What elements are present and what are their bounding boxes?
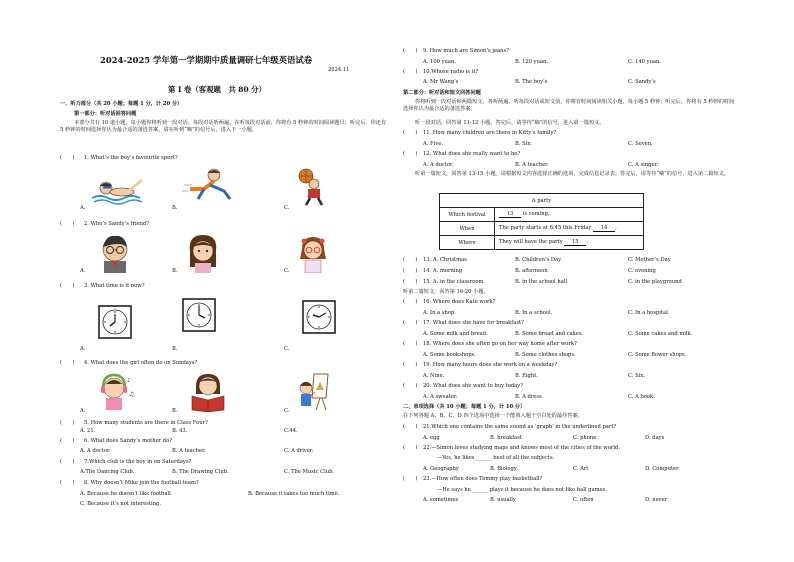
q2-option-a[interactable]: A. — [80, 268, 86, 274]
q18-paren: ( ) — [403, 341, 418, 347]
girl-painting-image — [296, 370, 336, 412]
svg-text:♪: ♪ — [127, 377, 131, 384]
girl-with-long-hair-image — [186, 233, 220, 273]
q20-paren: ( ) — [403, 383, 418, 389]
q22-line2: —Yes, he likes ______ best of all the subjects. — [437, 455, 555, 461]
q22-option-d[interactable]: D. Computer — [645, 466, 679, 472]
q16-paren: ( ) — [403, 299, 418, 305]
q11-paren: ( ) — [403, 130, 418, 136]
q13-paren: ( ) — [403, 257, 418, 263]
q10-option-b[interactable]: B. The boy’s — [515, 79, 548, 85]
q1-paren: ( ) — [60, 155, 75, 161]
blank-14[interactable]: 14 — [593, 225, 615, 232]
q12-option-c[interactable]: C. A singer. — [628, 162, 659, 168]
q2-stem: 2. Who’s Sandy’s friend? — [84, 221, 150, 227]
exam-title: 2024-2025 学年第一学期期中质量调研七年级英语试卷 — [100, 55, 313, 65]
q3-option-b[interactable]: B. — [172, 346, 178, 352]
q19-option-a[interactable]: A. Nine. — [423, 373, 445, 379]
q10-option-a[interactable]: A. Mr Wang’s — [423, 79, 459, 85]
q3-option-a[interactable]: A. — [80, 346, 86, 352]
q21-option-a[interactable]: A. egg — [423, 435, 440, 441]
party-row-festival — [495, 208, 644, 222]
girl-reading-image — [188, 372, 228, 412]
q1-stem: 1. What’s the boy’s favourite sport? — [84, 155, 178, 161]
q4-option-a[interactable]: A. — [80, 408, 86, 414]
q17-option-a[interactable]: A. Some milk and bread. — [423, 331, 488, 337]
q6-option-c[interactable]: C. A driver. — [284, 448, 314, 454]
party-row-festival-post: is coming. — [522, 211, 550, 217]
q17-paren: ( ) — [403, 320, 418, 326]
girl-listening-music-image — [96, 372, 136, 412]
party-info-table — [439, 193, 644, 250]
clock-b-image — [182, 298, 216, 332]
blank-13[interactable]: 13 — [499, 211, 521, 218]
q18-option-b[interactable]: B. Some clothes shops. — [515, 352, 576, 358]
q19-paren: ( ) — [403, 362, 418, 368]
q11-option-c[interactable]: C. Seven. — [628, 141, 653, 147]
q20-stem: 20. What does she want to buy today? — [423, 383, 523, 389]
q22-option-a[interactable]: A. Geography — [423, 466, 459, 472]
q2-option-b[interactable]: B. — [172, 268, 178, 274]
q12-stem: 12. What does she really want to be? — [423, 151, 521, 157]
q16-option-a[interactable]: A. In a shop. — [423, 310, 456, 316]
q9-option-a[interactable]: A. 100 yuan. — [423, 59, 456, 65]
q23-option-c[interactable]: C. often — [573, 497, 594, 503]
q8-paren: ( ) — [60, 480, 75, 486]
q4-paren: ( ) — [60, 360, 75, 366]
q9-stem: 9. How much are Simon’s jeans? — [423, 48, 509, 54]
q12-paren: ( ) — [403, 151, 418, 157]
q14-option-a[interactable]: 14. A. morning — [423, 268, 463, 274]
q7-paren: ( ) — [60, 459, 75, 465]
q21-stem: 21.Which one contains the same sound as ‘graph’ in the underlined part? — [423, 424, 617, 430]
q20-option-c[interactable]: C. A book. — [628, 394, 655, 400]
q19-stem: 19. How many hours does she work on a weekday? — [423, 362, 558, 368]
q12-option-a[interactable]: A. A doctor. — [423, 162, 454, 168]
q21-option-c[interactable]: C. phone — [573, 435, 597, 441]
q5-paren: ( ) — [60, 420, 75, 426]
q21-option-b[interactable]: B. breakfast — [490, 435, 522, 441]
q11-option-b[interactable]: B. Six. — [515, 141, 532, 147]
q15-option-b[interactable]: B. in the school hall — [515, 279, 568, 285]
q16-stem: 16. Where does Kate work? — [423, 299, 496, 305]
volume-title: 第 I 卷（客观题 共 80 分） — [168, 85, 266, 94]
q1-option-a[interactable]: A. — [80, 205, 86, 211]
q2-paren: ( ) — [60, 221, 75, 227]
q8-option-c[interactable]: C. Because it’s not interesting. — [80, 501, 162, 507]
q10-option-c[interactable]: C. Sandy’s — [628, 79, 656, 85]
q5-option-c[interactable]: C.44. — [284, 428, 298, 434]
q7-stem: 7.Which club is the boy in on Saturdays? — [84, 459, 192, 465]
q23-paren: ( ) — [403, 476, 418, 482]
q3-stem: 3. What time is it now? — [84, 283, 145, 289]
part1-heading: 第一部分：听对话回答问题 — [74, 111, 137, 117]
q8-option-a[interactable]: A. Because he doesn’t like football. — [80, 491, 173, 497]
q15-option-c[interactable]: C. in the playground — [628, 279, 682, 285]
q22-option-b[interactable]: B. Biology — [490, 466, 517, 472]
q1-option-b[interactable]: B. — [172, 205, 178, 211]
q3-option-c[interactable]: C. — [284, 346, 290, 352]
q4-stem: 4. What does the girl often do on Sundays? — [84, 360, 198, 366]
passage2-intro: 听第二篇短文，回答第 16-20 小题。 — [403, 289, 489, 295]
q23-option-a[interactable]: A. sometimes — [423, 497, 459, 503]
q5-stem: 5. How many students are there in Class Four? — [84, 420, 208, 426]
q18-option-a[interactable]: A. Some bookshops. — [423, 352, 476, 358]
q7-option-b[interactable]: B. The Drawing Club. — [172, 469, 229, 475]
party-row-when-label: When — [440, 222, 495, 236]
party-row-when — [495, 222, 644, 236]
q8-stem: 8. Why doesn’t Mike join the football team? — [84, 480, 199, 486]
q2-option-c[interactable]: C. — [284, 268, 290, 274]
q19-option-c[interactable]: C. Six. — [628, 373, 645, 379]
party-row-where-pre: They will have the party — [499, 239, 563, 245]
q15-option-a[interactable]: 15. A. in the classroom — [423, 279, 484, 285]
basketball-player-image — [294, 168, 328, 206]
multiple-choice-heading: 二、单项选择（共 10 小题；每题 1 分，计 10 分） — [403, 404, 526, 410]
q22-option-c[interactable]: C. Art — [573, 466, 589, 472]
q4-option-c[interactable]: C. — [284, 408, 290, 414]
q9-option-c[interactable]: C. 140 yuan. — [628, 59, 661, 65]
blank-15[interactable]: 15 — [564, 239, 586, 246]
svg-text:♫: ♫ — [129, 391, 135, 398]
q10-stem: 10.Whose radio is it? — [423, 69, 479, 75]
q4-option-b[interactable]: B. — [172, 408, 178, 414]
part1-instructions: 本部分共有 10 道小题，每小题你将听到一段对话，每段对话听两遍。在听每段对话前，你将有 5 秒钟的时间阅读题目；听完后，你还有 5 秒钟的时间选择你认为最合适的备选答案。请在听到“嘀”的信号后，进入下一小题。 — [60, 120, 387, 133]
q9-paren: ( ) — [403, 48, 418, 54]
q6-stem: 6. What does Sandy’s mother do? — [84, 438, 173, 444]
listening-heading: 一、听力部分（共 20 小题；每题 1 分，计 20 分） — [60, 101, 183, 107]
q20-option-b[interactable]: B. A dress. — [515, 394, 544, 400]
clock-a-image — [98, 305, 132, 339]
multiple-choice-instructions: 在下列各题 A、B、C、D 四个选项中选择一个能填入题干空白处的最佳答案。 — [403, 413, 583, 419]
exam-date: 2024.11 — [328, 67, 350, 73]
q22-stem: 22.—Simon loves studying maps and knows most of the cities of the world. — [423, 445, 620, 451]
q13-option-c[interactable]: C. Mother’s Day — [628, 257, 671, 263]
q1-option-c[interactable]: C. — [284, 205, 290, 211]
q5-option-a[interactable]: A. 21. — [80, 428, 96, 434]
q21-paren: ( ) — [403, 424, 418, 430]
q18-stem: 18. Where does she often go on her way home after work? — [423, 341, 577, 347]
q16-option-b[interactable]: B. In a school. — [515, 310, 553, 316]
q20-option-a[interactable]: A. A sweater. — [423, 394, 458, 400]
party-row-where-label: Where — [440, 236, 495, 250]
q7-option-a[interactable]: A.The Dancing Club. — [80, 469, 135, 475]
part2-heading: 第二部分：听对话和短文回答问题 — [403, 90, 481, 96]
q15-paren: ( ) — [403, 279, 418, 285]
q7-option-c[interactable]: C. The Music Club. — [284, 469, 335, 475]
boy-with-glasses-image — [98, 233, 132, 273]
q5-option-b[interactable]: B. 43. — [172, 428, 188, 434]
girl-with-glasses-image — [296, 233, 330, 273]
q22-paren: ( ) — [403, 445, 418, 451]
q11-stem: 11. How many children are there in Kitty’s family? — [423, 130, 557, 136]
party-row-where — [495, 236, 644, 250]
q16-option-c[interactable]: C. In a hospital. — [628, 310, 670, 316]
party-row-where-post: . — [586, 239, 588, 245]
q6-option-b[interactable]: B. A teacher. — [172, 448, 206, 454]
q6-paren: ( ) — [60, 438, 75, 444]
dialog-intro: 听一段对话，回答第 11-12 小题。答完后，请等待“嘀”的信号，进入第一篇短文。 — [415, 120, 605, 126]
q3-paren: ( ) — [60, 283, 75, 289]
clock-c-image — [302, 300, 336, 334]
q14-option-c[interactable]: C. evening — [628, 268, 656, 274]
q23-stem: 23.—How often does Tommy play basketball? — [423, 476, 543, 482]
q14-option-b[interactable]: B. afternoon — [515, 268, 548, 274]
q17-stem: 17. What does she have for breakfast? — [423, 320, 524, 326]
party-row-when-post: . — [615, 225, 617, 231]
q23-option-b[interactable]: B. usually — [490, 497, 516, 503]
passage1-intro: 听第一篇短文，回答第 13-15 小题。请根据短文内容选择正确的选项，完成信息记录表。答完后，请等待“嘀”的信号，进入第二篇短文。 — [415, 171, 730, 177]
q17-option-b[interactable]: B. Some bread and cakes. — [515, 331, 584, 337]
q19-option-b[interactable]: B. Eight. — [515, 373, 538, 379]
party-row-when-pre: The party starts at 6:45 this Friday — [499, 225, 592, 231]
q23-line2: —He says he ______ plays it because he does not like ball games. — [437, 487, 607, 493]
q8-option-b[interactable]: B. Because it takes too much time. — [248, 491, 340, 497]
q17-option-c[interactable]: C. Some cakes and milk. — [628, 331, 693, 337]
q23-option-d[interactable]: D. never — [645, 497, 668, 503]
q21-option-d[interactable]: D. days — [645, 435, 665, 441]
q14-paren: ( ) — [403, 268, 418, 274]
running-boy-image — [180, 167, 236, 203]
q10-paren: ( ) — [403, 69, 418, 75]
party-table-title: A party — [440, 194, 644, 208]
q6-option-a[interactable]: A. A doctor. — [80, 448, 111, 454]
q12-option-b[interactable]: B. A teacher. — [515, 162, 549, 168]
q13-option-b[interactable]: B. Children’s Day — [515, 257, 562, 263]
q9-option-b[interactable]: B. 120 yuan. — [515, 59, 549, 65]
swimming-boy-image — [90, 168, 146, 206]
q11-option-a[interactable]: A. Five. — [423, 141, 443, 147]
q18-option-c[interactable]: C. Some flower shops. — [628, 352, 687, 358]
part2-instructions: 你将听到一段对话和两篇短文，各听两遍。听每段对话或短文前，你将有时间阅读相关小题，每小题 5 秒钟；听完后，你将有 5 秒钟的时间选择你认为最合适的备选答案。 — [403, 99, 735, 112]
party-row-festival-label: Which festival — [440, 208, 495, 222]
q13-option-a[interactable]: 13. A. Christmas — [423, 257, 467, 263]
